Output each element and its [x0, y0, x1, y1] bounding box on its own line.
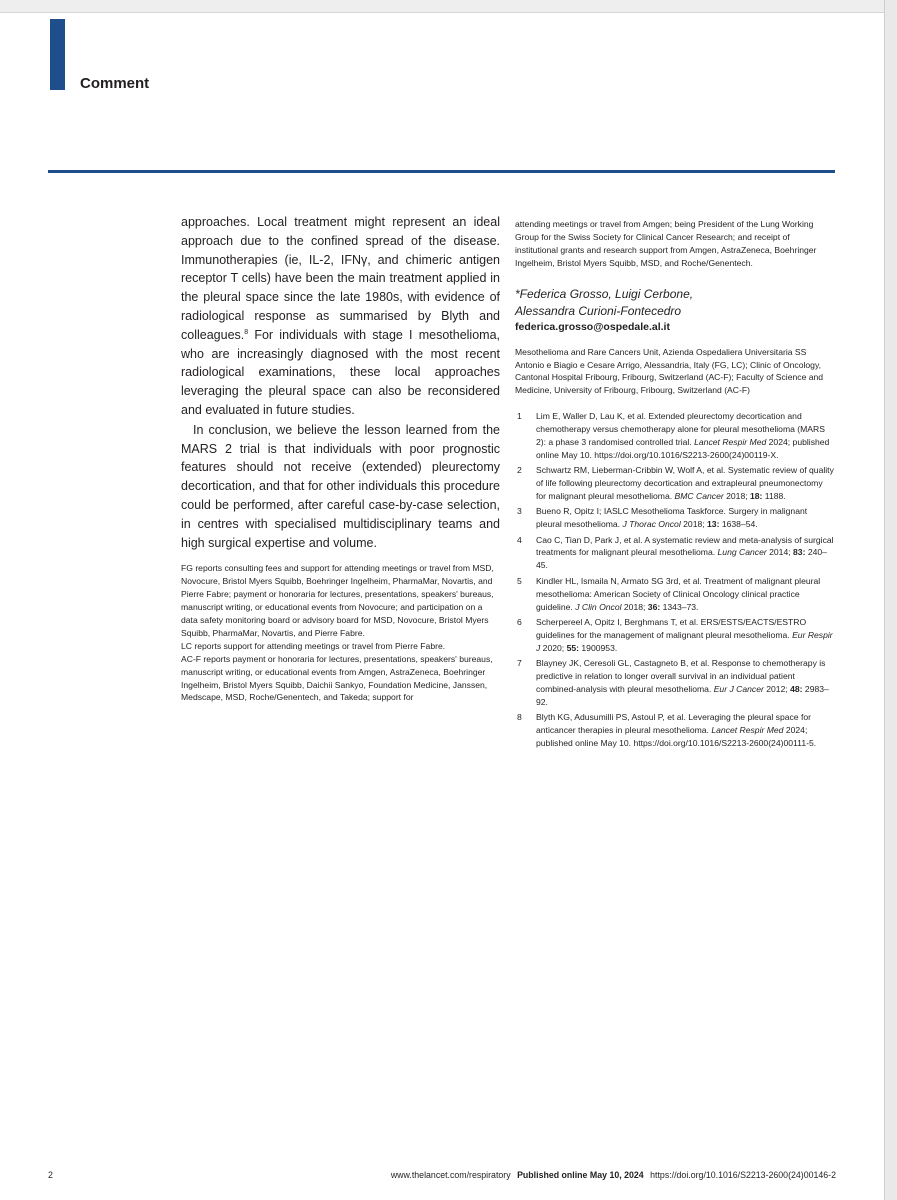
- affiliations: Mesothelioma and Rare Cancers Unit, Azienda Ospedaliera Universitaria SS Antonio e Biagio e Cesare Arrigo, Alessandria, Italy (FG, LC); Clinic of Oncology, Cantonal Hospital Fribourg, Fribourg, Switzerland (AC-F); Faculty of Science and Medicine, University of Fribourg, Fribourg, Switzerland (AC-F): [515, 346, 824, 396]
- reference-item: 1 Lim E, Waller D, Lau K, et al. Extended pleurectomy decortication and chemotherapy versus chemotherapy alone for pleural mesothelioma (MARS 2): a phase 3 randomised controlled trial. Lancet Respir Med 2024; published online May 10. https://doi.org/10.1016/S2213-2600(24)00119-X.: [517, 411, 830, 460]
- journal-url[interactable]: www.thelancet.com/respiratory: [390, 1170, 511, 1180]
- disclosure-lc: LC reports support for attending meetings or travel from Pierre Fabre.: [181, 640, 446, 651]
- reference-number: 2: [517, 465, 522, 476]
- article-doi[interactable]: https://doi.org/10.1016/S2213-2600(24)00146-2: [650, 1170, 836, 1180]
- scan-top-edge-line: [0, 12, 884, 13]
- body-paragraph-1: [181, 213, 500, 420]
- left-column: [181, 213, 500, 704]
- reference-number: 5: [517, 575, 522, 586]
- footer-info: [391, 1170, 836, 1180]
- page-footer: [48, 1170, 836, 1184]
- reference-item: 7 Blayney JK, Ceresoli GL, Castagneto B, et al. Response to chemotherapy is predictive in relation to longer overall survival in an individual patient combined-analysis with pleural mesothelioma. Eur J Cancer 2012; 48: 2983–92.: [517, 657, 829, 707]
- paragraph-1-tail: For individuals with stage I mesothelioma, who are increasingly diagnosed with the most recent radiological examinations, these local approaches leveraging the pleural space can also be reconsidered and evaluated in future studies.: [181, 327, 500, 417]
- section-label: Comment: [80, 75, 150, 92]
- disclosure-acf: AC-F reports payment or honoraria for lectures, presentations, speakers' bureaus, manuscript writing, or educational events from Amgen, AstraZeneca, Boehringer Ingelheim, Bristol Myers Squibb, Daichii Sankyo, Foundation Medicine, Janssen, Medscape, MSD, Roche/Genentech, and Takeda; support for: [181, 653, 493, 703]
- reference-number: 3: [517, 506, 522, 517]
- paragraph-1-text: approaches. Local treatment might represent an ideal approach due to the confined spread of the disease. Immunotherapies (ie, IL-2, IFNγ, and chimeric antigen receptor T cells) have been the main treatment applied in the pleural space since the late 1980s, with evidence of radiological response as summarised by Blyth and colleagues.: [181, 215, 500, 342]
- reference-item: 2 Schwartz RM, Lieberman-Cribbin W, Wolf A, et al. Systematic review of quality of life following pleurectomy decortication and extrapleural pneumonectomy for malignant pleural mesothelioma. BMC Cancer 2018; 18: 1188.: [517, 465, 834, 502]
- header-rule: [48, 170, 835, 173]
- disclosure-continued: attending meetings or travel from Amgen; being President of the Lung Working Group for the Swiss Society for Clinical Cancer Research; and receipt of institutional grants and research support from Amgen, AstraZeneca, Boehringer Ingelheim, Bristol Myers Squibb, MSD, and Roche/Genentech.: [515, 219, 817, 268]
- author-list: [515, 286, 835, 320]
- page-number: 2: [48, 1170, 53, 1180]
- reference-number: 6: [517, 616, 522, 627]
- scan-top-edge: [0, 0, 884, 12]
- reference-item: 5 Kindler HL, Ismaila N, Armato SG 3rd, et al. Treatment of malignant pleural mesothelioma: American Society of Clinical Oncology clinical practice guideline. J Clin Oncol 2018; 36: 1343–73.: [517, 575, 821, 612]
- reference-item: 3 Bueno R, Opitz I; IASLC Mesothelioma Taskforce. Surgery in malignant pleural mesothelioma. J Thorac Oncol 2018; 13: 1638–54.: [517, 506, 808, 530]
- reference-item: 8 Blyth KG, Adusumilli PS, Astoul P, et al. Leveraging the pleural space for anticancer therapies in pleural mesothelioma. Lancet Respir Med 2024; published online May 10. https://doi.org/10.1016/S2213-2600(24)00111-5.: [517, 711, 817, 748]
- reference-number: 4: [517, 534, 522, 545]
- citation-superscript[interactable]: 8: [244, 328, 249, 336]
- authors-line-1: *Federica Grosso, Luigi Cerbone,: [515, 286, 694, 301]
- section-color-tab: [50, 19, 65, 90]
- body-paragraph-2: In conclusion, we believe the lesson learned from the MARS 2 trial is that individuals with poor prognostic features should not receive (extended) pleurectomy decortication, and that for other individuals this procedure could be performed, after careful case-by-case selection, in centres with specialised multidisciplinary teams and high surgical expertise and volume.: [181, 422, 500, 550]
- authors-line-2: Alessandra Curioni-Fontecedro: [515, 303, 682, 318]
- disclosure-fg: FG reports consulting fees and support for attending meetings or travel from MSD, Novocure, Bristol Myers Squibb, Boehringer Ingelheim, PharmaMar, Novartis, and Pierre Fabre; payment or honoraria for lectures, presentations, speakers' bureaus, manuscript writing, or educational events from Novocure; and participation on a data safety monitoring board or advisory board for MSD, Novocure, Bristol Myers Squibb, PharmaMar, Novartis, and Pierre Fabre.: [181, 563, 494, 638]
- reference-number: 7: [517, 657, 522, 668]
- reference-item: 6 Scherpereel A, Opitz I, Berghmans T, et al. ERS/ESTS/EACTS/ESTRO guidelines for the management of malignant pleural mesothelioma. Eur Respir J 2020; 55: 1900953.: [517, 616, 833, 653]
- publication-date: Published online May 10, 2024: [517, 1170, 644, 1180]
- reference-item: 4 Cao C, Tian D, Park J, et al. A systematic review and meta-analysis of surgical treatments for malignant pleural mesothelioma. Lung Cancer 2014; 83: 240–45.: [517, 534, 834, 571]
- reference-number: 8: [517, 711, 522, 722]
- scan-right-edge-line: [884, 0, 885, 1200]
- corresponding-email[interactable]: federica.grosso@ospedale.al.it: [515, 320, 670, 333]
- reference-list: [515, 410, 835, 749]
- reference-number: 1: [517, 411, 522, 422]
- scan-right-edge: [885, 0, 897, 1200]
- right-column: [515, 218, 835, 752]
